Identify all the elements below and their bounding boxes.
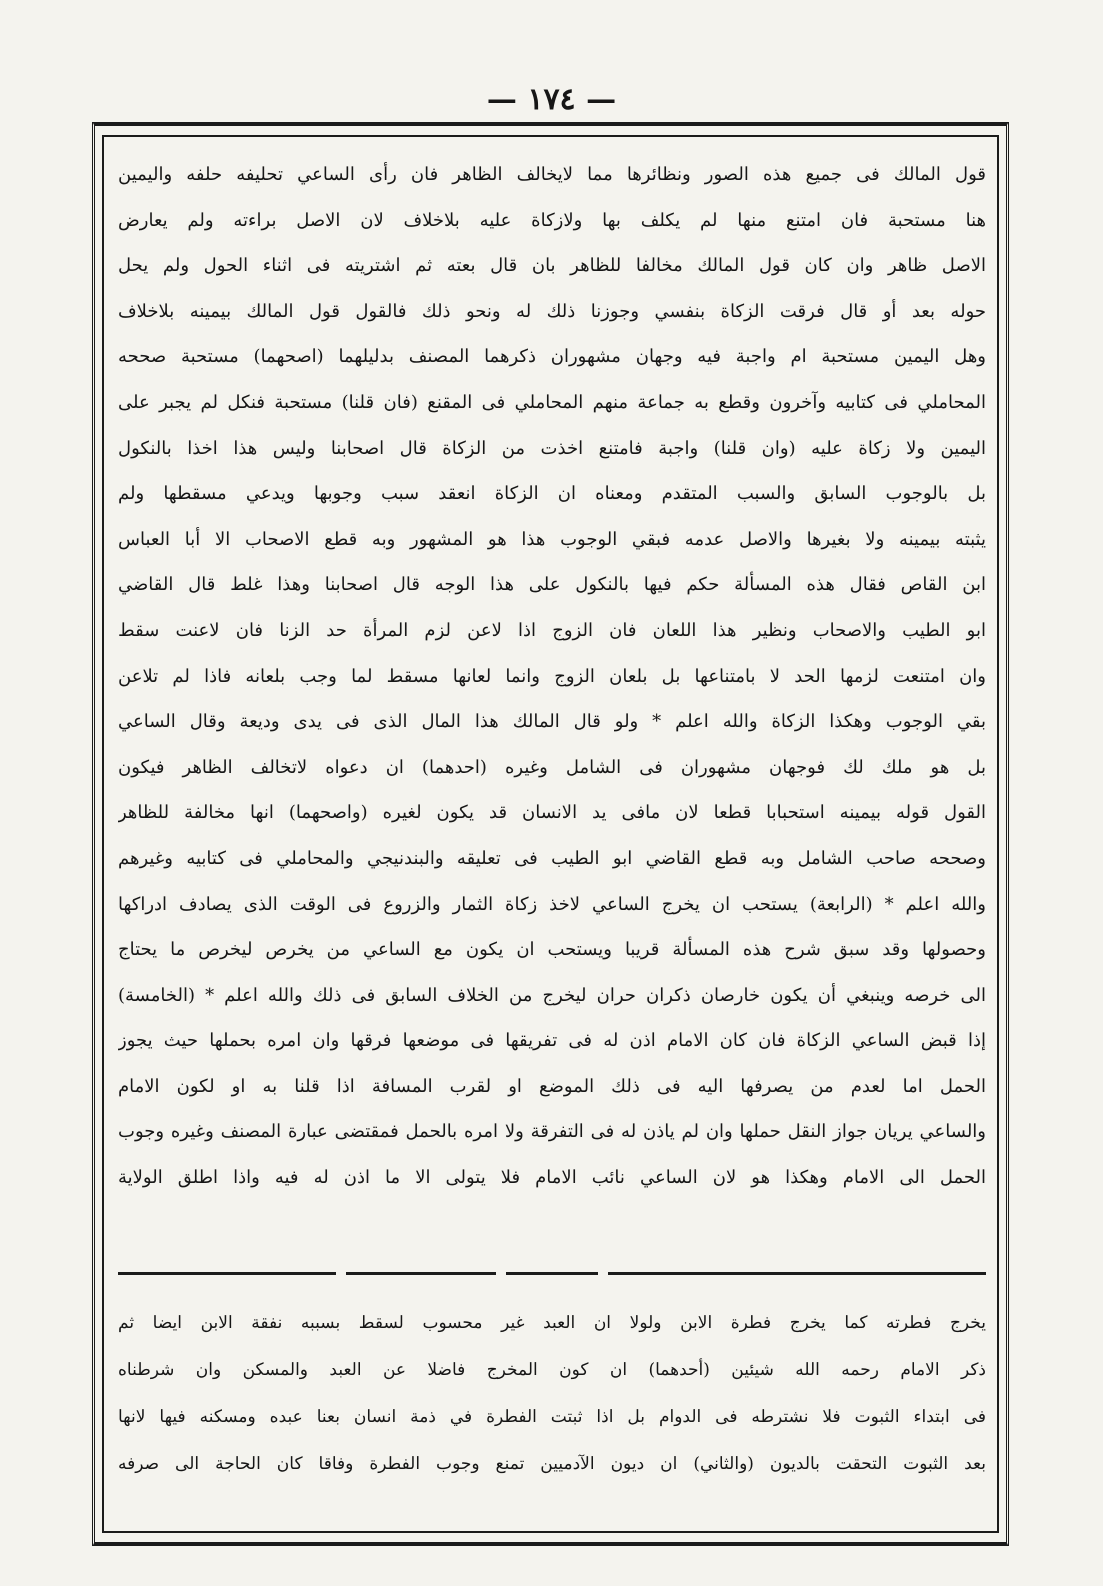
text-line: قول المالك فى جميع هذه الصور ونظائرها مما لايخالف الظاهر فان رأى الساعي تحليفه حلفه واليمين (118, 164, 986, 185)
text-line: إذا قبض الساعي الزكاة فان كان الامام اذن له فى تفريقها فى موضعها فرقها وان امره بحملها حيث يجوز (118, 1030, 986, 1052)
footnote-line: يخرج فطرته كما يخرج فطرة الابن ولولا ان العبد غير محسوب لسقط بسببه نفقة الابن ايضا ثم (118, 1313, 986, 1333)
text-line: اليمين ولا زكاة عليه (وان قلنا) واجبة فامتنع اخذت من الزكاة قال اصحابنا وليس هذا اخذا بالنكول (118, 437, 986, 459)
text-line: حوله بعد أو قال فرقت الزكاة بنفسي وجوزنا ذلك له ونحو ذلك فالقول قول المالك بيمينه بلاخلاف (118, 300, 986, 322)
text-line: المحاملي فى كتابيه وآخرون وقطع به جماعة منهم المحاملي فى المقنع (فان قلنا) مستحبة فنكل لم يجبر على (118, 391, 986, 413)
footnote-divider (118, 1272, 986, 1282)
footnote-line: بعد الثبوت التحقت بالديون (والثاني) ان ديون الآدميين تمنع وجوب الفطرة وفاقا كان الحاجة الى صرفه (118, 1454, 986, 1474)
footnote-text (118, 1300, 986, 1488)
text-line: يثبته بيمينه ولا بغيرها والاصل عدمه فبقي الوجوب هذا هو المشهور وبه قطع الاصحاب الا أبا العباس (118, 528, 986, 550)
text-line: وحصولها وقد سبق شرح هذه المسألة قريبا ويستحب ان يكون مع الساعي من يخرص ليخرص ما يحتاج (118, 939, 986, 961)
text-line: بل هو ملك لك فوجهان مشهوران فى الشامل وغيره (احدهما) ان دعواه لاتخالف الظاهر فيكون (118, 756, 986, 778)
text-line: الى خرصه وينبغي أن يكون خارصان ذكران حران ليخرج من الخلاف السابق فى ذلك والله اعلم * (الخامسة) (118, 984, 986, 1006)
text-line: والله اعلم * (الرابعة) يستحب ان يخرج الساعي لاخذ زكاة الثمار والزروع فى الوقت الذى يصادف ادراكها (118, 893, 986, 915)
text-line: الحمل اما لعدم من يصرفها اليه فى ذلك الموضع او لقرب المسافة اذا قلنا به او لكون الامام (118, 1075, 986, 1097)
text-line: وهل اليمين مستحبة ام واجبة فيه وجهان مشهوران ذكرهما المصنف بدليلهما (اصحهما) مستحبة صححه (118, 346, 986, 368)
text-line: ابن القاص فقال هذه المسألة حكم فيها بالنكول على هذا الوجه قال اصحابنا وهذا غلط قال القاضي (118, 574, 986, 596)
footnote-line: فى ابتداء الثبوت فلا نشترطه فى الدوام بل اذا ثبتت الفطرة في ذمة انسان بعنا عبده ومسكنه فيها لانها (118, 1407, 986, 1427)
page-number: — ١٧٤ — (486, 82, 617, 117)
text-line: القول قوله بيمينه استحبابا قطعا لان مافى يد الانسان قد يكون لغيره (واصحهما) انها مخالفة للظاهر (118, 802, 986, 824)
text-line: الحمل الى الامام وهكذا هو لان الساعي نائب الامام فلا يتولى الا ما اذن له فيه واذا اطلق الولاية (118, 1167, 986, 1189)
footnote-line: ذكر الامام رحمه الله شيئين (أحدهما) ان كون المخرج فاضلا عن العبد والمسكن وان شرطناه (118, 1360, 986, 1380)
text-line: بل بالوجوب السابق والسبب المتقدم ومعناه ان الزكاة انعقد سبب وجوبها ويدعي مسقطها ولم (118, 483, 986, 505)
main-text (118, 152, 986, 1201)
text-line: الاصل ظاهر وان كان قول المالك مخالفا للظاهر بان قال بعته ثم اشتريته فى اثناء الحول ولم يحل (118, 255, 986, 277)
text-line: هنا مستحبة فان امتنع منها لم يكلف بها ولازكاة عليه بلاخلاف لان الاصل براءته ولم يعارض (118, 209, 986, 231)
text-line: وان امتنعت لزمها الحد لا بامتناعها بل بلعان الزوج وانما لعانها مسقط لما وجب بلعانه فاذا لم تلاعن (118, 665, 986, 687)
text-line: وصححه صاحب الشامل وبه قطع القاضي ابو الطيب فى تعليقه والبندنيجي والمحاملي فى كتابيه وغيرهم (118, 847, 986, 869)
text-line: ابو الطيب والاصحاب ونظير هذا اللعان فان الزوج اذا لاعن لزم المرأة حد الزنا فان لاعنت سقط (118, 619, 986, 641)
text-line: والساعي يريان جواز النقل حملها وان لم ياذن له فى التفرقة ولا امره بالحمل فمقتضى عبارة المصنف وغيره وجوب (118, 1121, 986, 1143)
text-line: بقي الوجوب وهكذا الزكاة والله اعلم * ولو قال المالك هذا المال الذى فى يدى وديعة وقال الساعي (118, 711, 986, 733)
